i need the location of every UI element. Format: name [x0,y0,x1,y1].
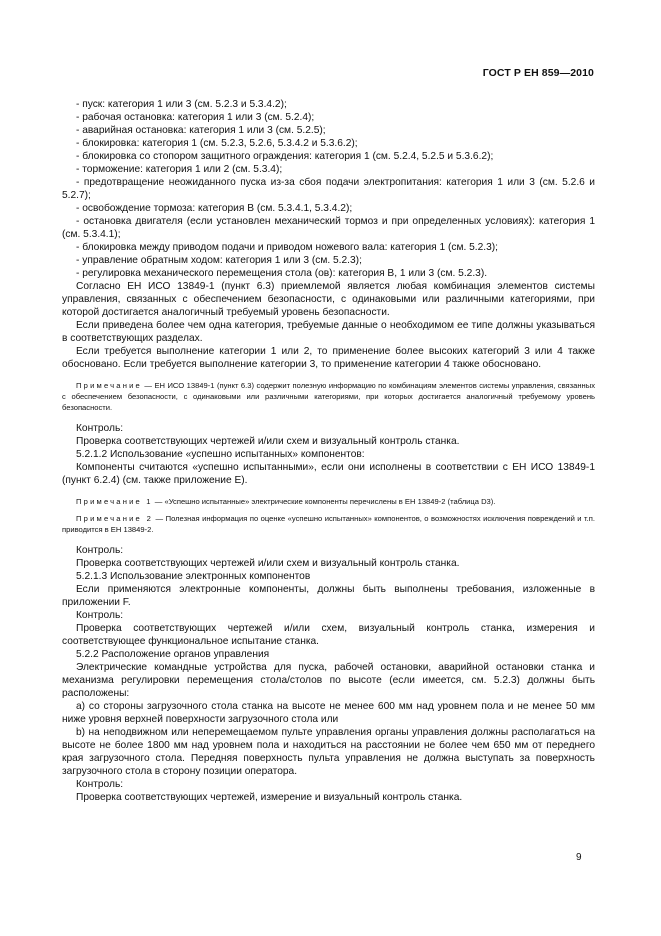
note [62,496,595,507]
section-heading: 5.2.2 Расположение органов управления [76,649,270,660]
list-item: - регулировка механического перемещения стола (ов): категория В, 1 или 3 (см. 5.2.3). [76,268,488,279]
category-list [62,98,595,280]
note-text: — «Успешно испытанные» электрические компоненты перечислены в ЕН 13849-2 (таблица D3). [152,497,496,506]
paragraph: Если приведена более чем одна категория, требуемые данные о необходимом ее типе должны указываться в соответствующих разделах. [62,320,595,344]
paragraph: Проверка соответствующих чертежей и/или схем и визуальный контроль станка. [76,436,460,447]
list-item: - блокировка: категория 1 (см. 5.2.3, 5.2.6, 5.3.4.2 и 5.3.6.2); [76,138,358,149]
list-item: - блокировка со стопором защитного ограждения: категория 1 (см. 5.2.4, 5.2.5 и 5.3.6.2); [76,151,494,162]
list-item: - аварийная остановка: категория 1 или 3 (см. 5.2.5); [76,125,326,136]
section-heading: 5.2.1.2 Использование «успешно испытанных» компонентов: [76,449,365,460]
document-header: ГОСТ Р ЕН 859—2010 [482,67,594,79]
paragraph: Контроль: [76,779,124,790]
paragraph: Компоненты считаются «успешно испытанными», если они исполнены в соответствии с ЕН ИСО 13849-1 (пункт 6.2.4) (см. также приложение Е). [62,462,595,486]
paragraph: Если требуется выполнение категории 1 или 2, то применение более высоких категорий 3 или 4 также обосновано. Если требуется выполнение категории 3, то применение категории 4 также обосновано. [62,346,595,370]
list-item: - рабочая остановка: категория 1 или 3 (см. 5.2.4); [76,112,315,123]
list-item: а) со стороны загрузочного стола станка на высоте не менее 600 мм над уровнем пола и не менее 50 мм ниже уровня верхней поверхности загрузочного стола или [62,701,595,725]
list-item: - освобождение тормоза: категория В (см. 5.3.4.1, 5.3.4.2); [76,203,353,214]
note [62,380,595,413]
list-item: - торможение: категория 1 или 2 (см. 5.3.4); [76,164,283,175]
list-item: - предотвращение неожиданного пуска из-за сбоя подачи электропитания: категория 1 или 3 (см. 5.2.6 и 5.2.7); [62,177,595,201]
paragraph: Согласно ЕН ИСО 13849-1 (пункт 6.3) приемлемой является любая комбинация элементов системы управления, связанных с обеспечением безопасности, с одинаковыми или различными категориями, при которой достигается аналогичный требуемый уровень безопасности. [62,281,595,318]
note [62,513,595,535]
paragraph: Контроль: [76,545,124,556]
note-label: Примечание [76,381,142,390]
paragraph: Проверка соответствующих чертежей, измерение и визуальный контроль станка. [76,792,463,803]
list-item: - остановка двигателя (если установлен механический тормоз и при определенных условиях): категория 1 (см. 5.3.4.1); [62,216,595,240]
page-number: 9 [576,852,582,863]
note-text: — ЕН ИСО 13849-1 (пункт 6.3) содержит полезную информацию по комбинациям элементов системы управления, связанных с обеспечением безопасности, с одинаковыми или различными категориями, при которых достигается аналогичный требуемому уровень безопасности. [62,381,595,412]
list-item: b) на неподвижном или неперемещаемом пульте управления органы управления должны располагаться на высоте не более 1800 мм над уровнем пола и находиться на расстоянии не более чем 650 мм от переднего края загрузочного стола. Передняя поверхность пульта управления не должна выступать за поверхность загрузочного стола в сторону позиции оператора. [62,727,595,777]
paragraph: Электрические командные устройства для пуска, рабочей остановки, аварийной остановки станка и механизма регулировки перемещения стола/столов по высоте (если имеется, см. 5.2.3) должны быть расположены: [62,662,595,699]
paragraph: Проверка соответствующих чертежей и/или схем и визуальный контроль станка. [76,558,460,569]
paragraph: Если применяются электронные компоненты, должны быть выполнены требования, изложенные в приложении F. [62,584,595,608]
list-item: - управление обратным ходом: категория 1 или 3 (см. 5.2.3); [76,255,362,266]
note-label: Примечание 1 [76,497,153,506]
list-item: - пуск: категория 1 или 3 (см. 5.2.3 и 5.3.4.2); [76,99,287,110]
list-item: - блокировка между приводом подачи и приводом ножевого вала: категория 1 (см. 5.2.3); [76,242,499,253]
paragraph: Контроль: [76,423,124,434]
note-label: Примечание 2 [76,514,154,523]
note-text: — Полезная информация по оценке «успешно испытанных» компонентов, о возможностях исключения повреждений и т.п. приводится в ЕН 13849-2. [62,514,595,534]
page-body [62,98,595,804]
paragraph: Проверка соответствующих чертежей и/или схем, визуальный контроль станка, измерения и соответствующее функциональное испытание станка. [62,623,595,647]
paragraph: Контроль: [76,610,124,621]
section-heading: 5.2.1.3 Использование электронных компонентов [76,571,311,582]
